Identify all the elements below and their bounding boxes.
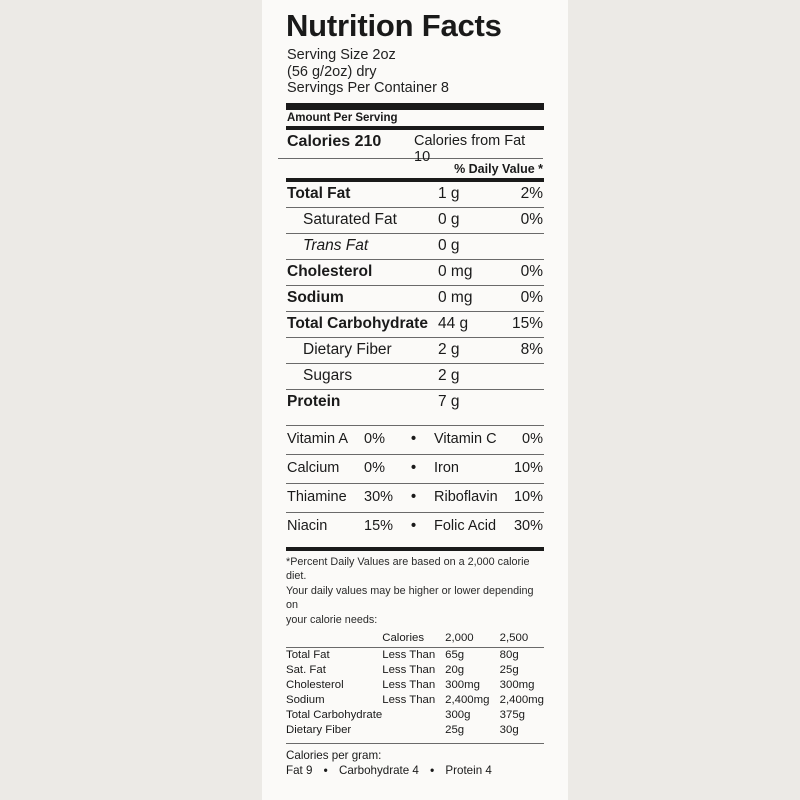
divider-thick-top [286, 103, 544, 110]
vitamin-name: Niacin [287, 517, 328, 534]
table-cell-2500: 300mg [499, 679, 535, 691]
table-header-cell: 2,000 [445, 631, 474, 644]
table-cell-2500: 30g [499, 724, 519, 736]
nutrient-amount: 0 mg [438, 263, 473, 280]
nutrient-row-protein [286, 389, 544, 415]
table-cell-2500: 375g [499, 709, 526, 721]
nutrient-amount: 2 g [438, 341, 460, 358]
nutrient-row-dietary-fiber [286, 337, 544, 363]
calories-per-gram-values [286, 763, 544, 778]
vitamin-name: Thiamine [287, 488, 347, 505]
nutrient-daily-value: 0% [520, 263, 543, 280]
table-header-row [286, 630, 544, 646]
calories-per-gram-heading: Calories per gram: [286, 748, 382, 762]
calories-per-gram-protein: Protein 4 [445, 763, 492, 777]
nutrient-name: Sodium [287, 289, 344, 306]
vitamin-value: 15% [364, 517, 394, 534]
table-row [286, 663, 544, 678]
nutrient-name: Dietary Fiber [303, 341, 392, 358]
table-row [286, 647, 544, 663]
nutrient-name: Total Fat [287, 185, 351, 202]
nutrient-amount: 0 g [438, 237, 460, 254]
footnote-line: your calorie needs: [286, 613, 378, 626]
vitamin-value: 10% [513, 488, 543, 505]
calories-per-gram-fat: Fat 9 [286, 763, 313, 777]
calories-per-gram-carbohydrate: Carbohydrate 4 [338, 763, 419, 777]
nutrient-name: Protein [287, 393, 341, 410]
table-cell-qualifier: Less Than [382, 679, 436, 691]
separator-dot-icon: • [323, 763, 328, 777]
table-header-cell: Calories [382, 631, 425, 644]
table-cell-qualifier: Less Than [382, 694, 436, 706]
vitamin-name: Vitamin A [287, 430, 348, 447]
table-cell-nutrient: Total Carbohydrate [286, 709, 383, 721]
vitamin-row [286, 425, 544, 454]
serving-size-metric: (56 g/2oz) dry [287, 63, 377, 80]
nutrient-amount: 1 g [438, 185, 460, 202]
nutrient-row-saturated-fat [286, 207, 544, 233]
package-right-edge [567, 0, 800, 800]
table-row [286, 723, 544, 738]
package-left-edge [0, 0, 263, 800]
daily-value-reference-table [286, 630, 544, 738]
table-header-cell: 2,500 [499, 631, 529, 644]
nutrient-name: Total Carbohydrate [287, 315, 428, 332]
table-cell-nutrient: Total Fat [286, 649, 330, 661]
nutrient-amount: 2 g [438, 367, 460, 384]
table-cell-2000: 2,400mg [445, 694, 490, 706]
nutrient-row-trans-fat [286, 233, 544, 259]
table-header-cell [286, 630, 382, 646]
separator-dot-icon: • [411, 430, 417, 447]
table-cell-nutrient: Sodium [286, 694, 325, 706]
vitamin-value: 0% [364, 430, 385, 447]
table-cell-2000: 65g [445, 649, 465, 661]
vitamin-name: Folic Acid [434, 517, 497, 534]
nutrient-row-total-fat [286, 178, 544, 207]
nutrient-daily-value: 0% [520, 211, 543, 228]
separator-dot-icon: • [411, 488, 417, 505]
nutrient-daily-value: 8% [520, 341, 543, 358]
table-cell-2000: 20g [445, 664, 465, 676]
table-cell-2500: 2,400mg [499, 694, 544, 706]
calories-from-fat: Calories from Fat 10 [414, 132, 526, 165]
vitamin-name: Calcium [287, 459, 340, 476]
servings-per-container: Servings Per Container 8 [287, 80, 449, 96]
footnote-line: *Percent Daily Values are based on a 2,000 calorie diet. [286, 555, 530, 582]
vitamin-value: 30% [513, 517, 543, 534]
table-cell-2000: 25g [445, 724, 465, 736]
table-cell-2500: 80g [499, 649, 519, 661]
table-cell-nutrient: Cholesterol [286, 679, 344, 691]
table-row [286, 693, 544, 708]
vitamin-table [286, 425, 544, 541]
table-cell-2500: 25g [499, 664, 519, 676]
vitamin-name: Iron [434, 459, 459, 476]
vitamin-value: 30% [364, 488, 394, 505]
nutrient-name: Cholesterol [287, 263, 373, 280]
nutrient-daily-value: 15% [511, 315, 543, 332]
serving-size: Serving Size 2oz [287, 47, 396, 63]
table-cell-nutrient: Sat. Fat [286, 664, 326, 676]
nutrient-amount: 0 g [438, 211, 460, 228]
nutrient-row-total-carbohydrate [286, 311, 544, 337]
vitamin-value: 0% [364, 459, 385, 476]
separator-dot-icon: • [411, 517, 417, 534]
separator-dot-icon: • [411, 459, 417, 476]
footnote-line: Your daily values may be higher or lower depending on [286, 584, 534, 611]
vitamin-value: 0% [522, 430, 543, 447]
table-cell-qualifier [382, 708, 445, 723]
nutrient-name: Sugars [303, 367, 353, 384]
nutrient-amount: 7 g [438, 393, 460, 410]
nutrient-name: Saturated Fat [303, 211, 397, 228]
nutrient-daily-value: 0% [520, 289, 543, 306]
nutrient-name: Trans Fat [303, 237, 369, 254]
vitamin-value: 10% [513, 459, 543, 476]
page-title: Nutrition Facts [286, 8, 502, 43]
vitamin-row [286, 454, 544, 483]
nutrition-facts-panel [262, 0, 568, 800]
vitamin-name: Riboflavin [434, 488, 498, 505]
separator-dot-icon: • [430, 763, 435, 777]
table-cell-qualifier: Less Than [382, 649, 436, 661]
table-cell-2000: 300mg [445, 679, 480, 691]
amount-per-serving-label: Amount Per Serving [287, 111, 398, 124]
nutrient-amount: 44 g [438, 315, 469, 332]
nutrient-amount: 0 mg [438, 289, 473, 306]
table-cell-qualifier: Less Than [382, 664, 436, 676]
nutrient-rows [278, 178, 552, 415]
table-cell-2000: 300g [445, 709, 471, 721]
vitamin-name: Vitamin C [434, 430, 497, 447]
nutrient-daily-value: 2% [520, 185, 543, 202]
calories-label: Calories 210 [287, 132, 382, 150]
nutrient-row-cholesterol [286, 259, 544, 285]
table-row [286, 678, 544, 693]
table-row [286, 708, 544, 723]
spacer [278, 415, 552, 425]
vitamin-row [286, 512, 544, 541]
daily-value-footnote [286, 547, 544, 628]
nutrient-row-sodium [286, 285, 544, 311]
calories-per-gram-section [286, 743, 544, 778]
daily-value-header: % Daily Value * [278, 158, 543, 176]
calories-row [286, 126, 544, 165]
vitamin-row [286, 483, 544, 512]
table-cell-nutrient: Dietary Fiber [286, 724, 352, 736]
table-cell-qualifier [382, 723, 445, 738]
nutrient-row-sugars [286, 363, 544, 389]
